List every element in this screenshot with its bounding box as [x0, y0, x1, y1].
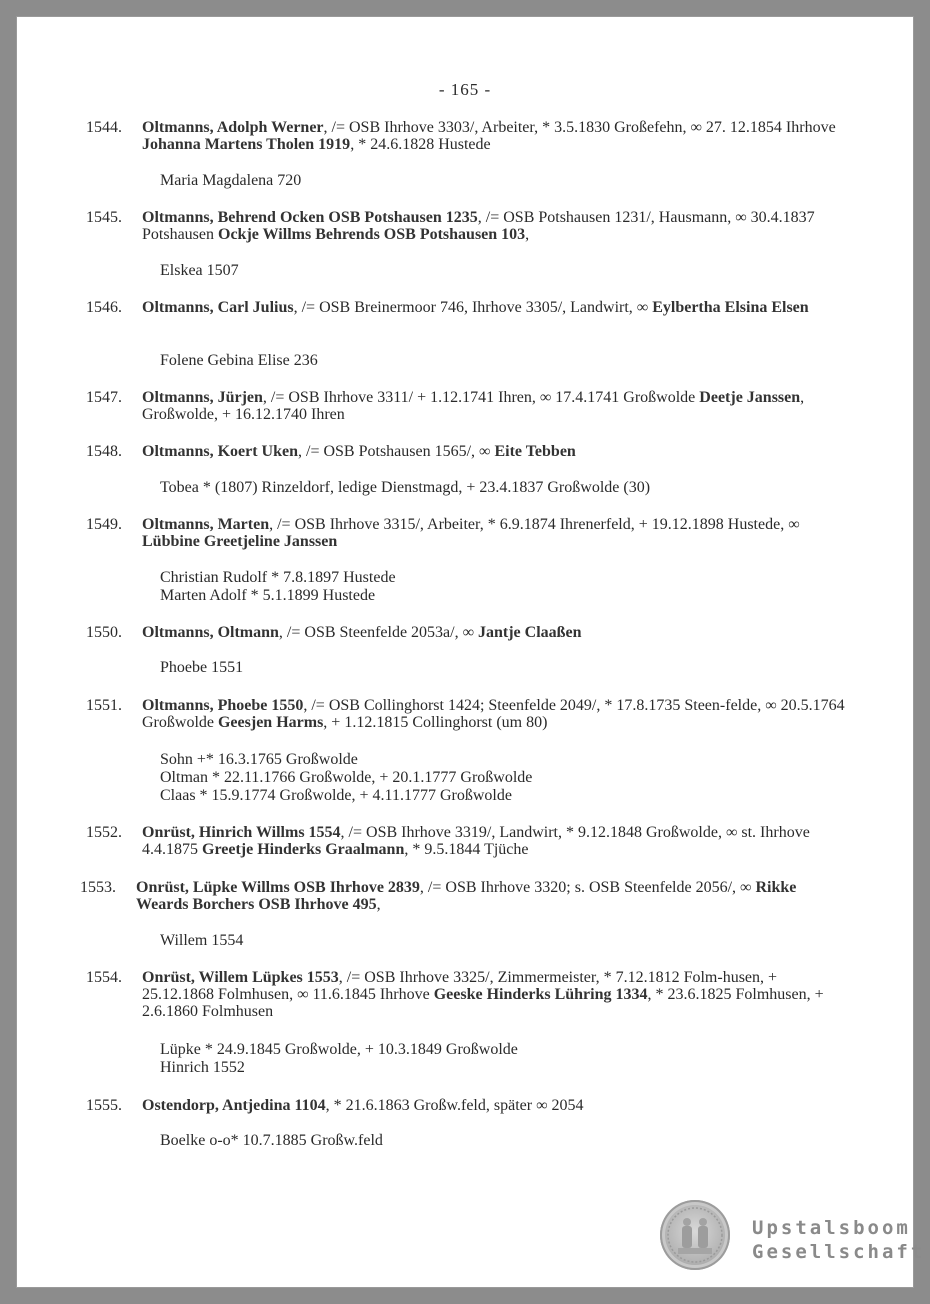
entry-1554: [86, 969, 846, 1020]
child-line: Maria Magdalena 720: [160, 172, 302, 189]
seal-icon: [660, 1200, 730, 1270]
entry-number: 1552.: [86, 824, 122, 841]
society-name-line1: Upstalsboom: [752, 1217, 911, 1239]
entry-children: [160, 479, 860, 497]
entry-number: 1546.: [86, 299, 122, 316]
entry-1545: [86, 209, 846, 243]
child-line: Oltman * 22.11.1766 Großwolde, + 20.1.1777 Großwolde: [160, 769, 533, 786]
entry-children: [160, 262, 860, 280]
entry-number: 1549.: [86, 516, 122, 533]
child-line: Tobea * (1807) Rinzeldorf, ledige Dienstmagd, + 23.4.1837 Großwolde (30): [160, 479, 651, 496]
entry-text: Oltmanns, Adolph Werner, /= OSB Ihrhove 3303/, Arbeiter, * 3.5.1830 Großefehn, ∞ 27. 12.1854 Ihrhove Johanna Martens Tholen 1919, * 24.6.1828 Hustede: [142, 119, 836, 153]
entry-text: Oltmanns, Koert Uken, /= OSB Potshausen 1565/, ∞ Eite Tebben: [142, 443, 576, 460]
child-line: Phoebe 1551: [160, 659, 244, 676]
child-line: Hinrich 1552: [160, 1059, 245, 1076]
entry-number: 1553.: [80, 879, 116, 896]
entry-children: [160, 172, 860, 190]
entry-children: [160, 352, 860, 370]
child-line: Elskea 1507: [160, 262, 239, 279]
entry-children: [160, 932, 860, 950]
entry-1547: [86, 389, 846, 423]
entry-number: 1547.: [86, 389, 122, 406]
entry-children: [160, 1041, 860, 1077]
entry-text: Oltmanns, Marten, /= OSB Ihrhove 3315/, Arbeiter, * 6.9.1874 Ihrenerfeld, + 19.12.1898 Hustede, ∞ Lübbine Greetjeline Janssen: [142, 516, 800, 550]
entry-children: [160, 751, 860, 805]
entry-number: 1544.: [86, 119, 122, 136]
society-name: [752, 1216, 925, 1264]
child-line: Christian Rudolf * 7.8.1897 Hustede: [160, 569, 396, 586]
society-logo: [660, 1200, 926, 1270]
entry-text: Oltmanns, Jürjen, /= OSB Ihrhove 3311/ + 1.12.1741 Ihren, ∞ 17.4.1741 Großwolde Deetje Janssen, Großwolde, + 16.12.1740 Ihren: [142, 389, 805, 423]
entry-text: Onrüst, Hinrich Willms 1554, /= OSB Ihrhove 3319/, Landwirt, * 9.12.1848 Großwolde, ∞ st. Ihrhove 4.4.1875 Greetje Hinderks Graalmann, * 9.5.1844 Tjüche: [142, 824, 810, 858]
child-line: Claas * 15.9.1774 Großwolde, + 4.11.1777 Großwolde: [160, 787, 512, 804]
child-line: Sohn +* 16.3.1765 Großwolde: [160, 751, 358, 768]
entry-number: 1551.: [86, 697, 122, 714]
entry-text: Oltmanns, Behrend Ocken OSB Potshausen 1235, /= OSB Potshausen 1231/, Hausmann, ∞ 30.4.1837 Potshausen Ockje Willms Behrends OSB Potshausen 103,: [142, 209, 815, 243]
entry-1548: [86, 443, 846, 460]
entry-children: [160, 1132, 860, 1150]
entry-1544: [86, 119, 846, 153]
entry-1552: [86, 824, 846, 858]
page-number: - 165 -: [438, 80, 492, 99]
entry-number: 1548.: [86, 443, 122, 460]
society-name-line2: Gesellschaft: [752, 1241, 926, 1263]
entry-number: 1554.: [86, 969, 122, 986]
entry-text: Oltmanns, Oltmann, /= OSB Steenfelde 2053a/, ∞ Jantje Claaßen: [142, 624, 582, 641]
entry-1549: [86, 516, 846, 550]
entry-text: Onrüst, Lüpke Willms OSB Ihrhove 2839, /= OSB Ihrhove 3320; s. OSB Steenfelde 2056/, ∞ Rikke Weards Borchers OSB Ihrhove 495,: [136, 879, 797, 913]
entry-text: Oltmanns, Phoebe 1550, /= OSB Collinghorst 1424; Steenfelde 2049/, * 17.8.1735 Steen-felde, ∞ 20.5.1764 Großwolde Geesjen Harms, + 1.12.1815 Collinghorst (um 80): [142, 697, 845, 731]
entry-children: [160, 569, 860, 605]
entry-1546: [86, 299, 846, 316]
entry-1550: [86, 624, 846, 641]
entry-1555: [86, 1097, 846, 1114]
child-line: Boelke o-o* 10.7.1885 Großw.feld: [160, 1132, 383, 1149]
entry-number: 1550.: [86, 624, 122, 641]
child-line: Lüpke * 24.9.1845 Großwolde, + 10.3.1849 Großwolde: [160, 1041, 518, 1058]
entry-text: Onrüst, Willem Lüpkes 1553, /= OSB Ihrhove 3325/, Zimmermeister, * 7.12.1812 Folm-husen, + 25.12.1868 Folmhusen, ∞ 11.6.1845 Ihrhove Geeske Hinderks Lühring 1334, * 23.6.1825 Folmhusen, + 2.6.1860 Folmhusen: [142, 969, 824, 1020]
entry-text: Oltmanns, Carl Julius, /= OSB Breinermoor 746, Ihrhove 3305/, Landwirt, ∞ Eylbertha Elsina Elsen: [142, 299, 809, 316]
entry-text: Ostendorp, Antjedina 1104, * 21.6.1863 Großw.feld, später ∞ 2054: [142, 1097, 584, 1114]
child-line: Marten Adolf * 5.1.1899 Hustede: [160, 587, 376, 604]
entry-1551: [86, 697, 846, 731]
child-line: Folene Gebina Elise 236: [160, 352, 318, 369]
entry-1553: [80, 879, 840, 913]
entry-children: [160, 659, 860, 677]
child-line: Willem 1554: [160, 932, 244, 949]
entry-number: 1555.: [86, 1097, 122, 1114]
entry-number: 1545.: [86, 209, 122, 226]
